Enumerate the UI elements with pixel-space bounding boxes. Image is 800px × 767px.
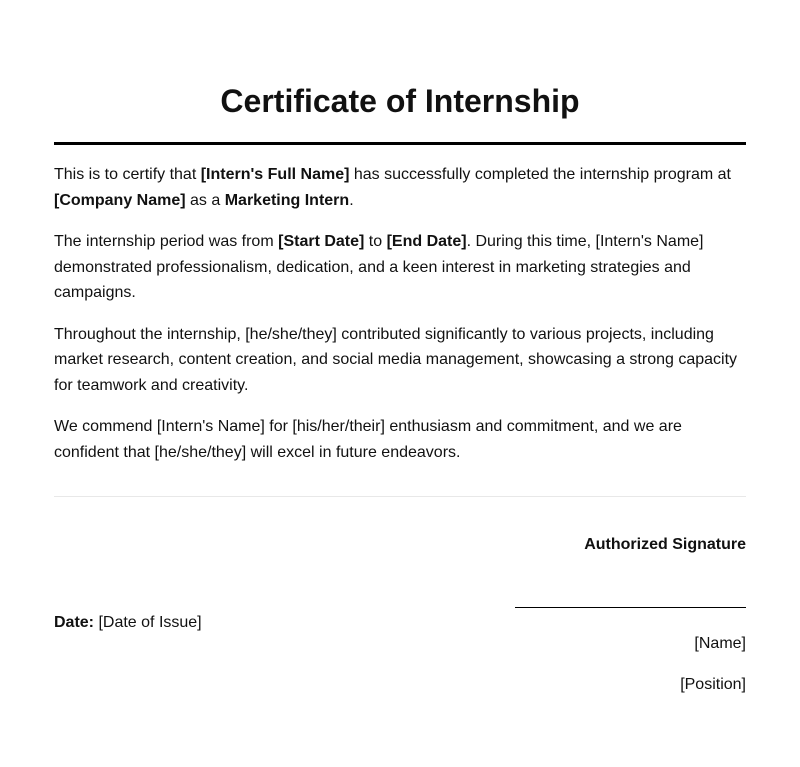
p2-text-1: The internship period was from [54, 233, 279, 250]
certificate-title: Certificate of Internship [220, 83, 580, 119]
paragraph-contributions: Throughout the internship, [he/she/they] contributed significantly to various projects, including market research, content creation, and social media management, showcasing a strong capacity for teamwork and creativity. [54, 325, 738, 394]
company-name: [Company Name] [54, 191, 186, 209]
intern-full-name: [Intern's Full Name] [200, 166, 350, 183]
p1-text-2: has successfully completed the internship program at [349, 166, 731, 183]
p2-text-2: to [364, 233, 387, 250]
date-value: [Date of Issue] [94, 614, 202, 631]
signature-line [515, 607, 746, 608]
signatory-name: [Name] [694, 635, 746, 652]
p1-text-3: as a [185, 191, 225, 209]
date-label: Date: [54, 614, 95, 631]
intern-role: Marketing Intern [224, 191, 350, 209]
p1-text-1: This is to certify that [54, 166, 201, 183]
signatory-position: [Position] [680, 676, 746, 693]
paragraph-certify [54, 162, 746, 213]
issue-date [54, 613, 202, 633]
title-divider [54, 142, 746, 145]
paragraph-commendation: We commend [Intern's Name] for [his/her/their] enthusiasm and commitment, and we are confident that [he/she/they] will excel in future endeavors. [54, 418, 682, 461]
section-divider [54, 496, 746, 497]
end-date: [End Date] [386, 233, 467, 250]
start-date: [Start Date] [278, 233, 365, 250]
paragraph-period [54, 229, 746, 306]
certificate-body [54, 162, 746, 481]
p2-text-3: . During this time, [Intern's Name] demonstrated professionalism, dedication, and a keen interest in marketing strategies and campaigns. [54, 233, 704, 301]
signature-heading: Authorized Signature [584, 536, 746, 553]
p1-text-4: . [349, 191, 354, 209]
